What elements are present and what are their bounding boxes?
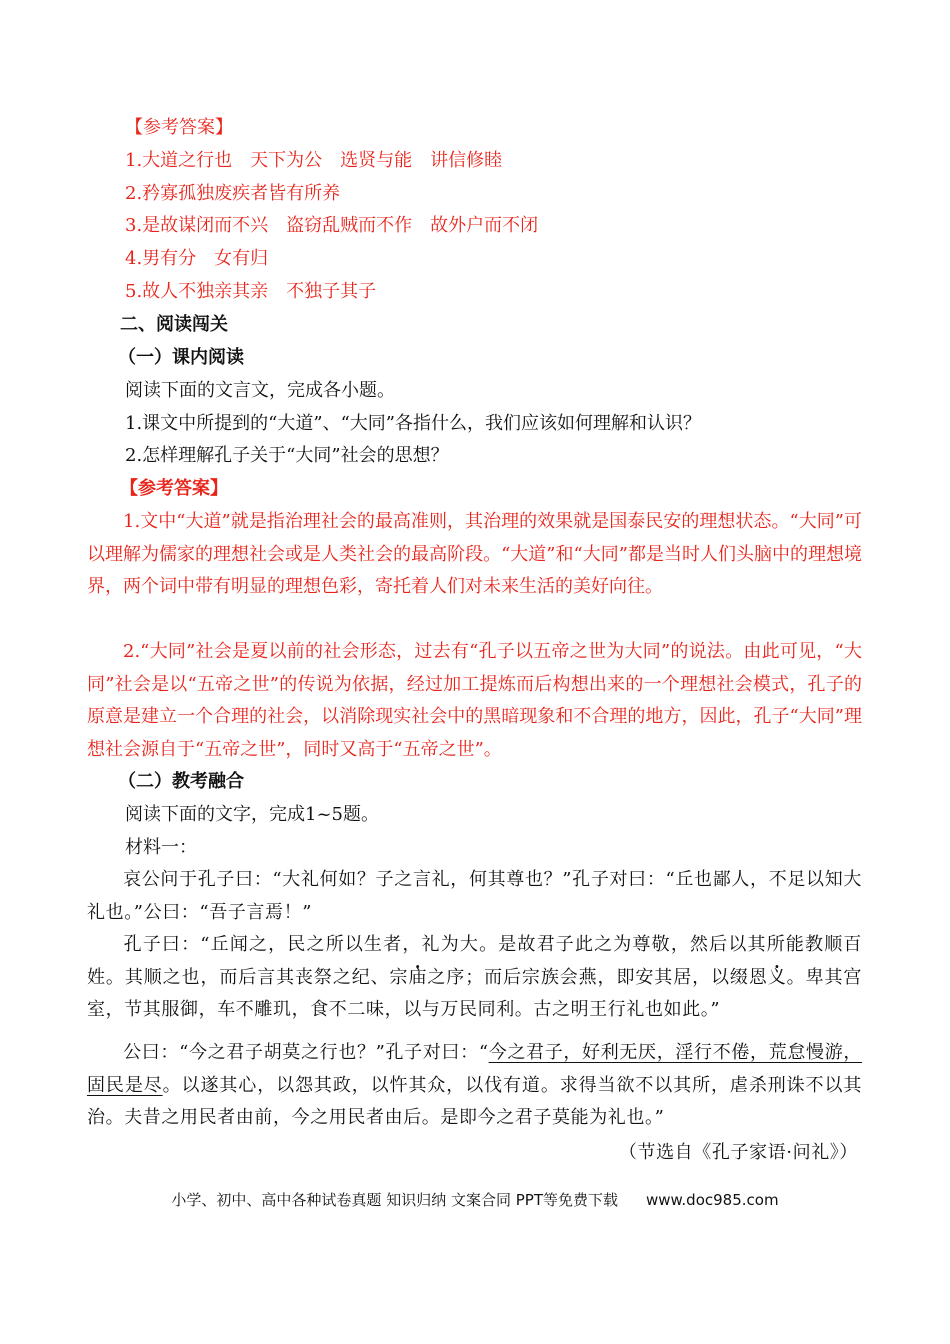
reading-instruction: 阅读下面的文言文，完成各小题。 xyxy=(125,380,395,401)
answer-paragraph-2 xyxy=(87,636,862,766)
answer-item-2: 2.矜寡孤独废疾者皆有所养 xyxy=(125,183,341,204)
answer-item-5: 5.故人不独亲其亲 不独子其子 xyxy=(125,281,377,302)
classic-paragraph-2-text-a: 孔子曰：“丘闻之，民之所以生者，礼为大。是故君子此之为尊敬，然后以其所能教顺百姓。其顺之也，而后言其丧祭之纪、宗 xyxy=(87,934,862,988)
classic-paragraph-3-text-a: 公曰：“今之君子胡莫之行也？”孔子对曰：“ xyxy=(123,1042,489,1063)
answer-paragraph-2-text: 2.“大同”社会是夏以前的社会形态，过去有“孔子以五帝之世为大同”的说法。由此可见，“大同”社会是以“五帝之世”的传说为依据，经过加工提炼而后构想出来的一个理想社会模式，孔子的原意是建立一个合理的社会，以消除现实社会中的黑暗现象和不合理的地方，因此，孔子“大同”理想社会源自于“五帝之世”，同时又高于“五帝之世”。 xyxy=(87,641,862,760)
classic-paragraph-3-text-b: 。以遂其心，以怨其政，以忤其众，以伐有道。求得当欲不以其所，虐杀刑诛不以其治。夫昔之用民者由前，今之用民者由后。是即今之君子莫能为礼也。” xyxy=(87,1074,862,1128)
footer-text: 小学、初中、高中各种试卷真题 知识归纳 文案合同 PPT等免费下载 xyxy=(171,1191,618,1209)
material-instruction: 阅读下面的文字，完成1~5题。 xyxy=(125,804,379,825)
classic-paragraph-1-text: 哀公问于孔子曰：“大礼何如？子之言礼，何其尊也？”孔子对曰：“丘也鄙人，不足以知大礼也。”公曰：“吾子言焉！” xyxy=(87,869,862,923)
underlined-sentence: 今之君子，好利无厌，淫行不倦，荒怠慢游，固民是尽 xyxy=(87,1042,862,1096)
question-2: 2.怎样理解孔子关于“大同”社会的思想？ xyxy=(125,445,449,466)
source-citation: （节选自《孔子家语·问礼》） xyxy=(618,1142,858,1163)
answer-heading-2: 【参考答案】 xyxy=(120,478,228,499)
answer-paragraph-1 xyxy=(87,506,862,604)
emphasis-char-1: 庙 xyxy=(408,966,428,988)
subsection-title-2: （二）教考融合 xyxy=(118,771,244,792)
material-label: 材料一： xyxy=(125,837,197,858)
answer-item-1: 1.大道之行也 天下为公 选贤与能 讲信修睦 xyxy=(125,150,503,171)
classic-paragraph-2 xyxy=(87,929,862,1027)
classic-paragraph-3 xyxy=(87,1037,862,1135)
subsection-title-1: （一）课内阅读 xyxy=(118,347,244,368)
answer-heading-1: 【参考答案】 xyxy=(125,117,233,138)
answer-paragraph-1-text: 1.文中“大道”就是指治理社会的最高准则，其治理的效果就是国泰民安的理想状态。“大同”可以理解为儒家的理想社会或是人类社会的最高阶段。“大道”和“大同”都是当时人们头脑中的理想境界，两个词中带有明显的理想色彩，寄托着人们对未来生活的美好向往。 xyxy=(87,511,862,597)
section-title: 二、阅读闯关 xyxy=(120,314,228,335)
answer-item-3: 3.是故谋闭而不兴 盗窃乱贼而不作 故外户而不闭 xyxy=(125,215,539,236)
footer-site-link[interactable]: www.doc985.com xyxy=(645,1191,779,1209)
page-footer xyxy=(0,1190,950,1210)
classic-paragraph-2-text-c: 。卑其宫室，节其服御，车不雕玑，食不二味，以与万民同利。古之明王行礼也如此。” xyxy=(87,966,862,1020)
answer-item-4: 4.男有分 女有归 xyxy=(125,248,269,269)
emphasis-char-2: 义 xyxy=(767,966,787,988)
classic-paragraph-2-text-b: 之序；而后宗族会燕，即安其居，以缀恩 xyxy=(427,966,768,988)
classic-paragraph-1 xyxy=(87,864,862,929)
question-1: 1.课文中所提到的“大道”、“大同”各指什么，我们应该如何理解和认识？ xyxy=(125,413,701,434)
